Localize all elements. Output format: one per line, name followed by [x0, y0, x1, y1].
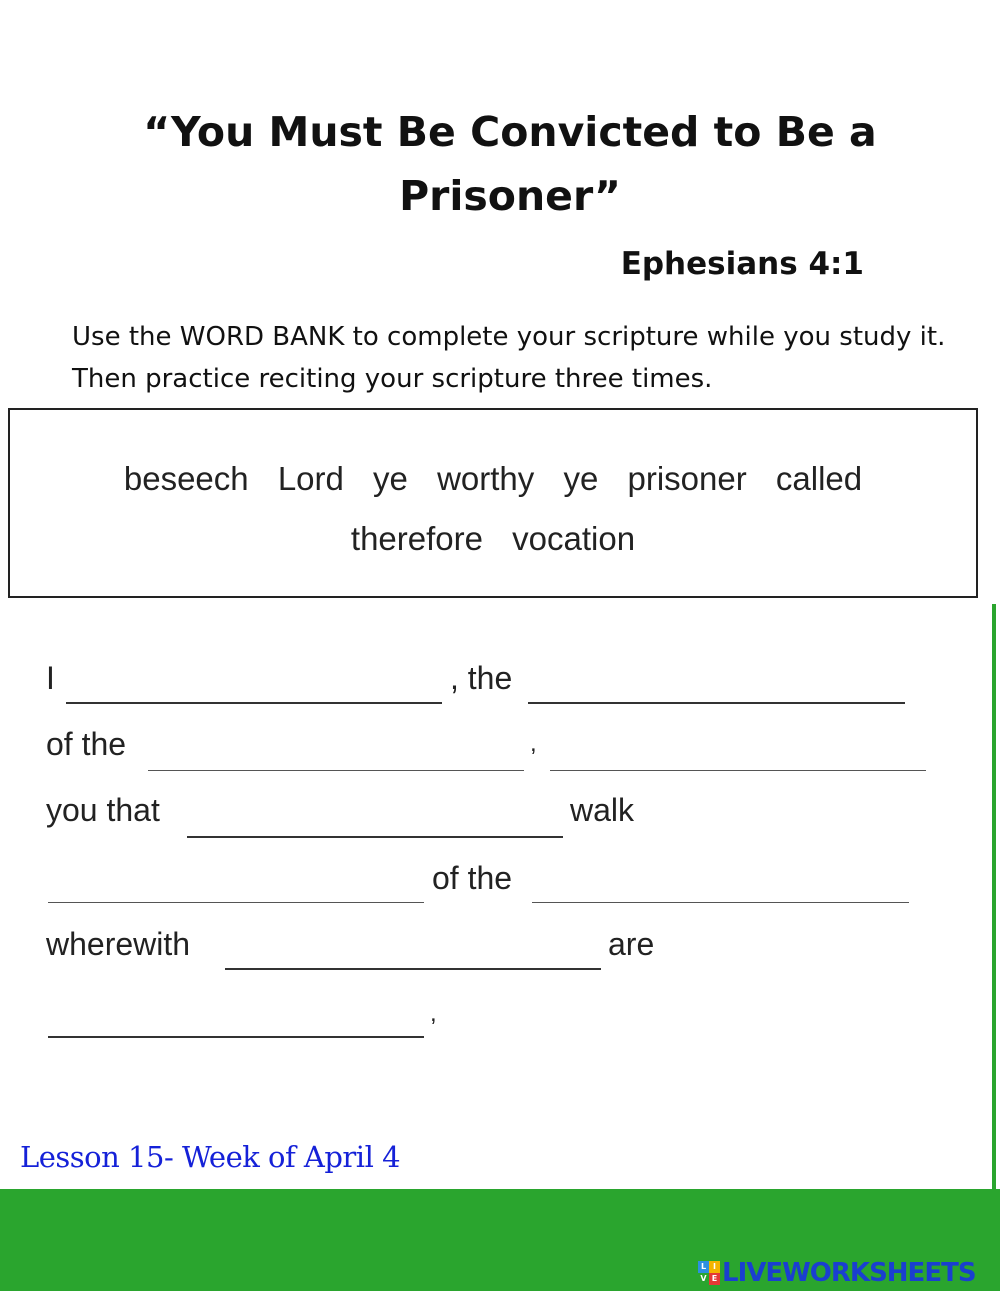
- blank-1[interactable]: [66, 702, 442, 704]
- logo-letter: L: [698, 1261, 709, 1273]
- word-bank-word: ye: [563, 460, 599, 497]
- logo-letter: I: [709, 1261, 720, 1273]
- logo-letter: V: [698, 1273, 709, 1285]
- blank-2[interactable]: [528, 702, 905, 704]
- blank-4[interactable]: [550, 770, 926, 771]
- word-bank-line-1: [10, 460, 976, 498]
- logo-letter: E: [709, 1273, 720, 1285]
- scripture-text: ,: [530, 730, 537, 757]
- scripture-text: are: [608, 926, 655, 962]
- scripture-text: ,: [430, 1000, 437, 1027]
- instructions: Use the WORD BANK to complete your scripture while you study it. Then practice reciting your scripture three times.: [72, 322, 946, 394]
- word-bank-word: therefore: [350, 520, 483, 557]
- word-bank-word: called: [775, 460, 863, 497]
- liveworksheets-logo[interactable]: [698, 1258, 976, 1288]
- scripture-text: of the: [432, 860, 513, 896]
- scripture-text: wherewith: [46, 926, 191, 962]
- blank-3[interactable]: [148, 770, 524, 771]
- blank-5[interactable]: [187, 836, 563, 838]
- scripture-text: you that: [46, 792, 160, 828]
- scripture-text: I: [46, 660, 55, 696]
- blank-9[interactable]: [48, 1036, 424, 1038]
- liveworksheets-brand: LIVEWORKSHEETS: [722, 1258, 976, 1288]
- word-bank-word: vocation: [512, 520, 636, 557]
- blank-7[interactable]: [532, 902, 909, 903]
- blank-8[interactable]: [225, 968, 601, 970]
- word-bank-word: beseech: [123, 460, 249, 497]
- lesson-label: Lesson 15- Week of April 4: [20, 1140, 401, 1174]
- worksheet-title: “You Must Be Convicted to Be a Prisoner”: [143, 108, 877, 220]
- word-bank-word: worthy: [437, 460, 535, 497]
- word-bank: [8, 408, 978, 598]
- liveworksheets-icon: [698, 1261, 720, 1285]
- blank-6[interactable]: [48, 902, 424, 903]
- green-side-border: [992, 604, 996, 1190]
- word-bank-word: prisoner: [627, 460, 747, 497]
- scripture-text: , the: [450, 660, 513, 696]
- word-bank-word: ye: [373, 460, 408, 497]
- scripture-reference: Ephesians 4:1: [620, 246, 864, 282]
- scripture-text: of the: [46, 726, 127, 762]
- scripture-text: walk: [570, 792, 635, 828]
- word-bank-line-2: [10, 520, 976, 558]
- word-bank-word: Lord: [277, 460, 344, 497]
